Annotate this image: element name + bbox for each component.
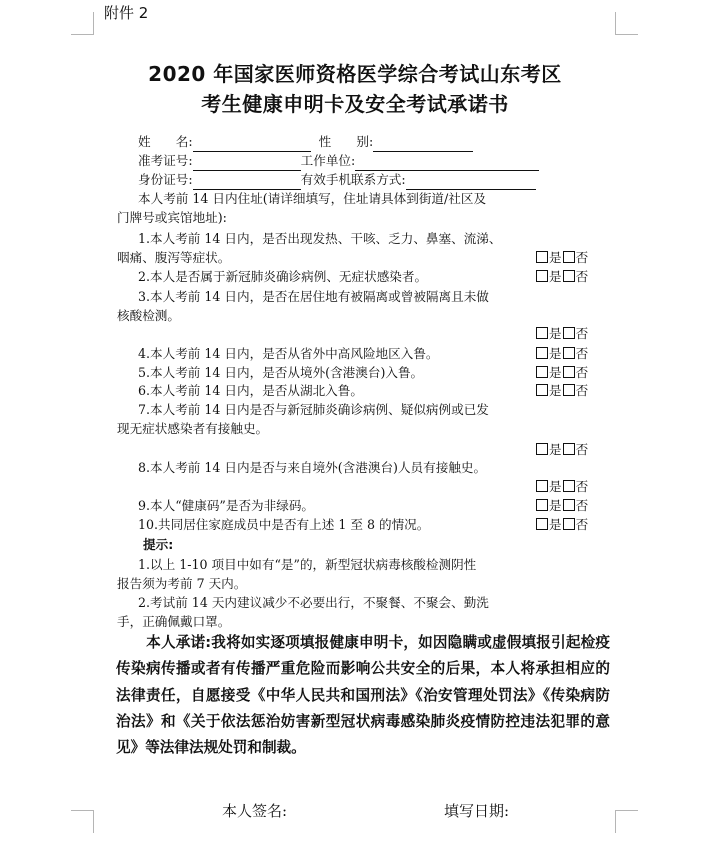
no-checkbox[interactable] [563, 327, 575, 339]
no-label: 否 [575, 517, 589, 532]
crop-mark-bottom-right [615, 810, 638, 833]
name-field[interactable] [193, 138, 311, 152]
crop-mark-top-right [615, 12, 638, 35]
no-checkbox[interactable] [563, 251, 575, 263]
yes-checkbox[interactable] [536, 251, 548, 263]
yes-label: 是 [549, 383, 562, 398]
date-label: 填写日期: [444, 802, 510, 820]
yes-label: 是 [549, 479, 562, 494]
yes-label: 是 [549, 365, 562, 380]
question-6-line-1: 6.本人考前 14 日内，是否从湖北入鲁。 [138, 383, 363, 398]
id-label: 身份证号: [138, 172, 193, 187]
question-4-options [535, 345, 588, 364]
tip-2-line-1: 2.考试前 14 天内建议减少不必要出行，不聚餐、不聚会、勤洗 [138, 595, 489, 610]
question-7-line-2: 现无症状感染者有接触史。 [117, 421, 269, 436]
ticket-field[interactable] [193, 157, 301, 171]
no-checkbox[interactable] [563, 480, 575, 492]
yes-label: 是 [549, 326, 562, 341]
attachment-label: 附件 2 [104, 4, 149, 22]
phone-field[interactable] [406, 176, 536, 190]
no-checkbox[interactable] [563, 270, 575, 282]
pledge-body: 本人承诺:我将如实逐项填报健康申明卡，如因隐瞒或虚假填报引起检疫传染病传播或者有传播严重危险而影响公共安全的后果，本人将承担相应的法律责任，自愿接受《中华人民共和国刑法》《治安管理处罚法》《传染病防治法》和《关于依法惩治妨害新型冠状病毒感染肺炎疫情防控违法犯罪的意见》等法律法规处罚和制裁。 [116, 634, 610, 757]
question-2-line-1: 2.本人是否属于新冠肺炎确诊病例、无症状感染者。 [138, 269, 428, 284]
question-9-line-1: 9.本人“健康码”是否为非绿码。 [138, 498, 315, 513]
address-line-1: 本人考前 14 日内住址(请详细填写，住址请具体到街道/社区及 [138, 191, 487, 206]
signature-field[interactable] [300, 813, 410, 827]
no-label: 否 [575, 442, 589, 457]
id-field[interactable] [193, 176, 301, 190]
phone-label: 有效手机联系方式: [300, 172, 406, 187]
question-10-options [535, 516, 588, 535]
no-label: 否 [575, 326, 589, 341]
no-label: 否 [575, 479, 589, 494]
yes-checkbox[interactable] [536, 518, 548, 530]
title-line-1: 2020 年国家医师资格医学综合考试山东考区 [148, 62, 562, 86]
ticket-employer-row [138, 152, 539, 171]
no-label: 否 [575, 383, 589, 398]
signature-label: 本人签名: [222, 802, 288, 820]
no-label: 否 [575, 346, 589, 361]
question-5-options [535, 364, 588, 383]
form-body [117, 0, 607, 630]
question-4-line-1: 4.本人考前 14 日内，是否从省外中高风险地区入鲁。 [138, 346, 439, 361]
no-checkbox[interactable] [563, 499, 575, 511]
no-label: 否 [575, 365, 589, 380]
yes-checkbox[interactable] [536, 384, 548, 396]
question-6-options [535, 382, 588, 401]
question-2-options [535, 268, 588, 287]
question-1-line-1: 1.本人考前 14 日内，是否出现发热、干咳、乏力、鼻塞、流涕、 [138, 231, 502, 246]
yes-label: 是 [549, 346, 562, 361]
question-3-line-2: 核酸检测。 [117, 308, 180, 323]
question-8-options [535, 478, 588, 497]
tip-1-line-2: 报告须为考前 7 天内。 [117, 576, 247, 591]
name-gender-row [138, 133, 473, 152]
yes-label: 是 [549, 250, 562, 265]
yes-checkbox[interactable] [536, 443, 548, 455]
question-10-line-1: 10.共同居住家庭成员中是否有上述 1 至 8 的情况。 [138, 517, 430, 532]
date-field[interactable] [522, 813, 602, 827]
gender-label: 性 别: [318, 134, 374, 149]
no-checkbox[interactable] [563, 443, 575, 455]
yes-label: 是 [549, 498, 562, 513]
tip-1-line-1: 1.以上 1-10 项目中如有“是”的，新型冠状病毒核酸检测阴性 [138, 557, 477, 572]
employer-label: 工作单位: [300, 153, 356, 168]
question-8-line-1: 8.本人考前 14 日内是否与来自境外(含港澳台)人员有接触史。 [138, 460, 487, 475]
no-checkbox[interactable] [563, 518, 575, 530]
employer-field[interactable] [355, 157, 539, 171]
question-1-options [535, 249, 588, 268]
question-3-options [535, 325, 588, 344]
yes-label: 是 [549, 269, 562, 284]
no-label: 否 [575, 250, 589, 265]
no-checkbox[interactable] [563, 384, 575, 396]
yes-checkbox[interactable] [536, 480, 548, 492]
no-label: 否 [575, 269, 589, 284]
question-5-line-1: 5.本人考前 14 日内，是否从境外(含港澳台)入鲁。 [138, 365, 424, 380]
title-line-2: 考生健康申明卡及安全考试承诺书 [201, 92, 509, 116]
no-label: 否 [575, 498, 589, 513]
crop-mark-bottom-left [71, 810, 94, 833]
crop-mark-top-left [71, 12, 94, 35]
gender-field[interactable] [373, 138, 473, 152]
question-7-options [535, 441, 588, 460]
yes-checkbox[interactable] [536, 499, 548, 511]
question-3-line-1: 3.本人考前 14 日内，是否在居住地有被隔离或曾被隔离且未做 [138, 289, 489, 304]
id-phone-row [138, 171, 536, 190]
tip-2-line-2: 手，正确佩戴口罩。 [117, 614, 231, 629]
pledge-text [116, 630, 610, 761]
yes-label: 是 [549, 517, 562, 532]
tips-heading: 提示: [143, 537, 174, 552]
name-label: 姓 名: [138, 134, 193, 149]
yes-checkbox[interactable] [536, 366, 548, 378]
no-checkbox[interactable] [563, 347, 575, 359]
address-line-2: 门牌号或宾馆地址): [117, 210, 227, 225]
question-9-options [535, 497, 588, 516]
yes-label: 是 [549, 442, 562, 457]
question-7-line-1: 7.本人考前 14 日内是否与新冠肺炎确诊病例、疑似病例或已发 [138, 402, 489, 417]
yes-checkbox[interactable] [536, 270, 548, 282]
ticket-label: 准考证号: [138, 153, 193, 168]
no-checkbox[interactable] [563, 366, 575, 378]
yes-checkbox[interactable] [536, 327, 548, 339]
question-1-line-2: 咽痛、腹泻等症状。 [117, 250, 231, 265]
yes-checkbox[interactable] [536, 347, 548, 359]
